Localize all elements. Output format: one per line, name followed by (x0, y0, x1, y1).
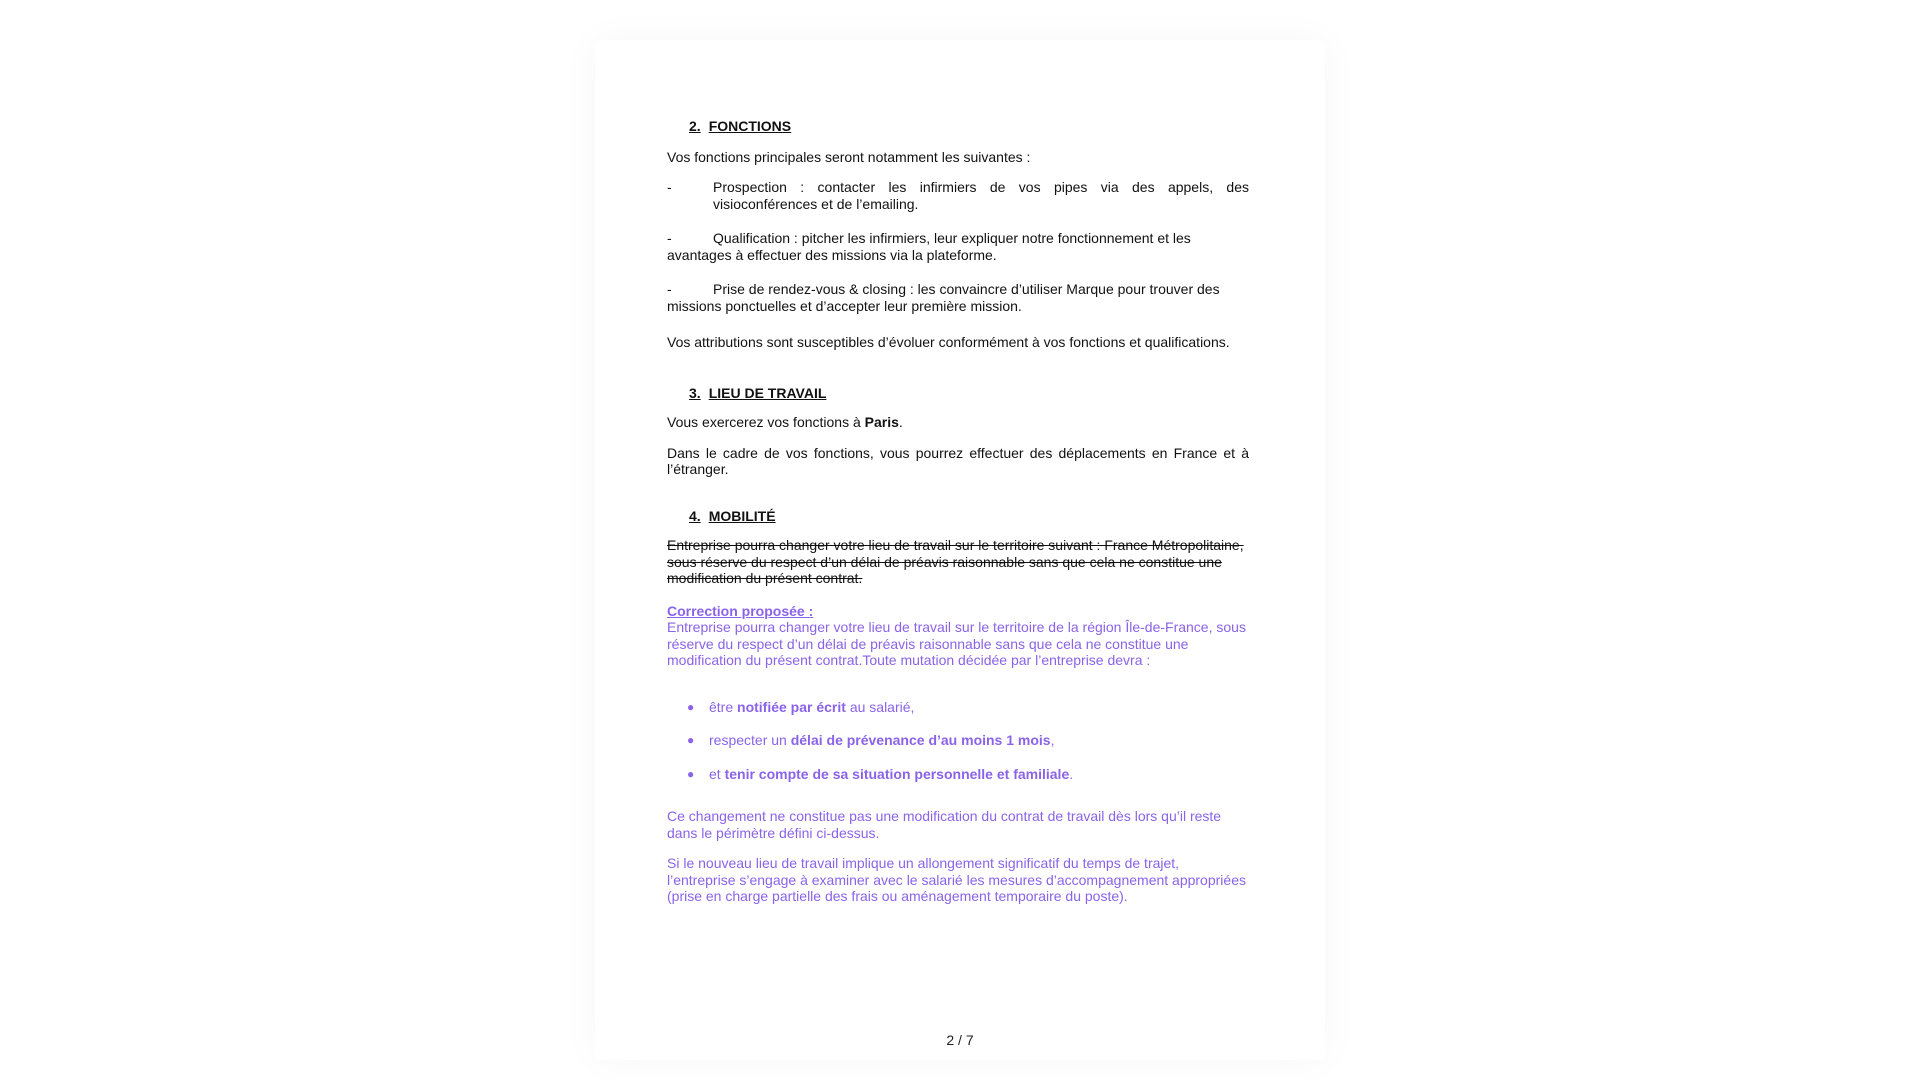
struck-clause: Entreprise pourra changer votre lieu de travail sur le territoire suivant : France Métropolitaine, sous réserve du respect d’un délai de préavis raisonnable sans que cela ne constitue une modification du présent contrat. (667, 537, 1244, 586)
fonctions-intro: Vos fonctions principales seront notamment les suivantes : (667, 148, 1031, 165)
section-number: 2. (689, 118, 701, 134)
item-label: Prospection : (713, 179, 805, 195)
page-content (667, 118, 1249, 905)
page-number: 2 / 7 (946, 1032, 974, 1048)
list-dash: - (667, 179, 672, 195)
section-heading-fonctions (689, 118, 1249, 135)
obligations-list (667, 699, 1249, 783)
list-item (667, 179, 1249, 212)
list-item: ● respecter un délai de prévenance d’au moins 1 mois, (687, 732, 1055, 748)
correction-paragraph: Ce changement ne constitue pas une modification du contrat de travail dès lors qu’il reste dans le périmètre défini ci-dessus. (667, 808, 1222, 841)
document-page (595, 40, 1325, 1060)
item-text: pitcher les infirmiers, leur expliquer notre fonctionnement et les avantages à effectuer des missions via la plateforme. (667, 230, 1191, 263)
list-dash: - (667, 281, 672, 297)
section-heading-mobilite (689, 508, 1249, 525)
bullet-icon: ● (687, 699, 695, 714)
item-text: contacter les infirmiers de vos pipes via des appels, des visioconférences et de l’emailing. (713, 179, 1250, 212)
correction-paragraph: Si le nouveau lieu de travail implique un allongement significatif du temps de trajet, l’entreprise s’engage à examiner avec le salarié les mesures d’accompagnement appropriées (prise en charge partielle des frais ou aménagement temporaire du poste). (667, 855, 1246, 904)
city-name: Paris (864, 414, 899, 430)
list-dash: - (667, 230, 672, 246)
section-title: LIEU DE TRAVAIL (708, 384, 827, 401)
item-label: Prise de rendez-vous & closing : (713, 281, 914, 297)
list-item: ● être notifiée par écrit au salarié, (687, 698, 915, 715)
section-heading-lieu (689, 385, 1249, 402)
item-label: Qualification : (713, 230, 798, 246)
correction-title: Correction proposée : (667, 602, 814, 619)
list-item (667, 230, 1249, 263)
bullet-icon: ● (687, 766, 695, 781)
section-number: 4. (689, 507, 701, 524)
item-text: les convaincre d’utiliser Marque pour trouver des missions ponctuelles et d’accepter leur première mission. (667, 281, 1220, 314)
bullet-icon: ● (687, 733, 695, 747)
list-item: ● et tenir compte de sa situation personnelle et familiale. (687, 765, 1074, 782)
lieu-paragraph: Vous exercerez vos fonctions à Paris. (667, 414, 903, 430)
section-number: 3. (689, 384, 701, 401)
section-title: MOBILITÉ (708, 507, 776, 524)
correction-block (667, 603, 1249, 905)
fonctions-closing: Vos attributions sont susceptibles d’évoluer conformément à vos fonctions et qualifications. (667, 334, 1230, 350)
deplacements-paragraph: Dans le cadre de vos fonctions, vous pourrez effectuer des déplacements en France et à l’étranger. (667, 444, 1249, 477)
section-title: FONCTIONS (708, 118, 792, 134)
correction-text: Entreprise pourra changer votre lieu de travail sur le territoire de la région Île-de-France, sous réserve du respect d’un délai de préavis raisonnable sans que cela ne constitue une modification du présent contrat.Toute mutation décidée par l’entreprise devra : (667, 619, 1246, 668)
list-item (667, 281, 1249, 314)
